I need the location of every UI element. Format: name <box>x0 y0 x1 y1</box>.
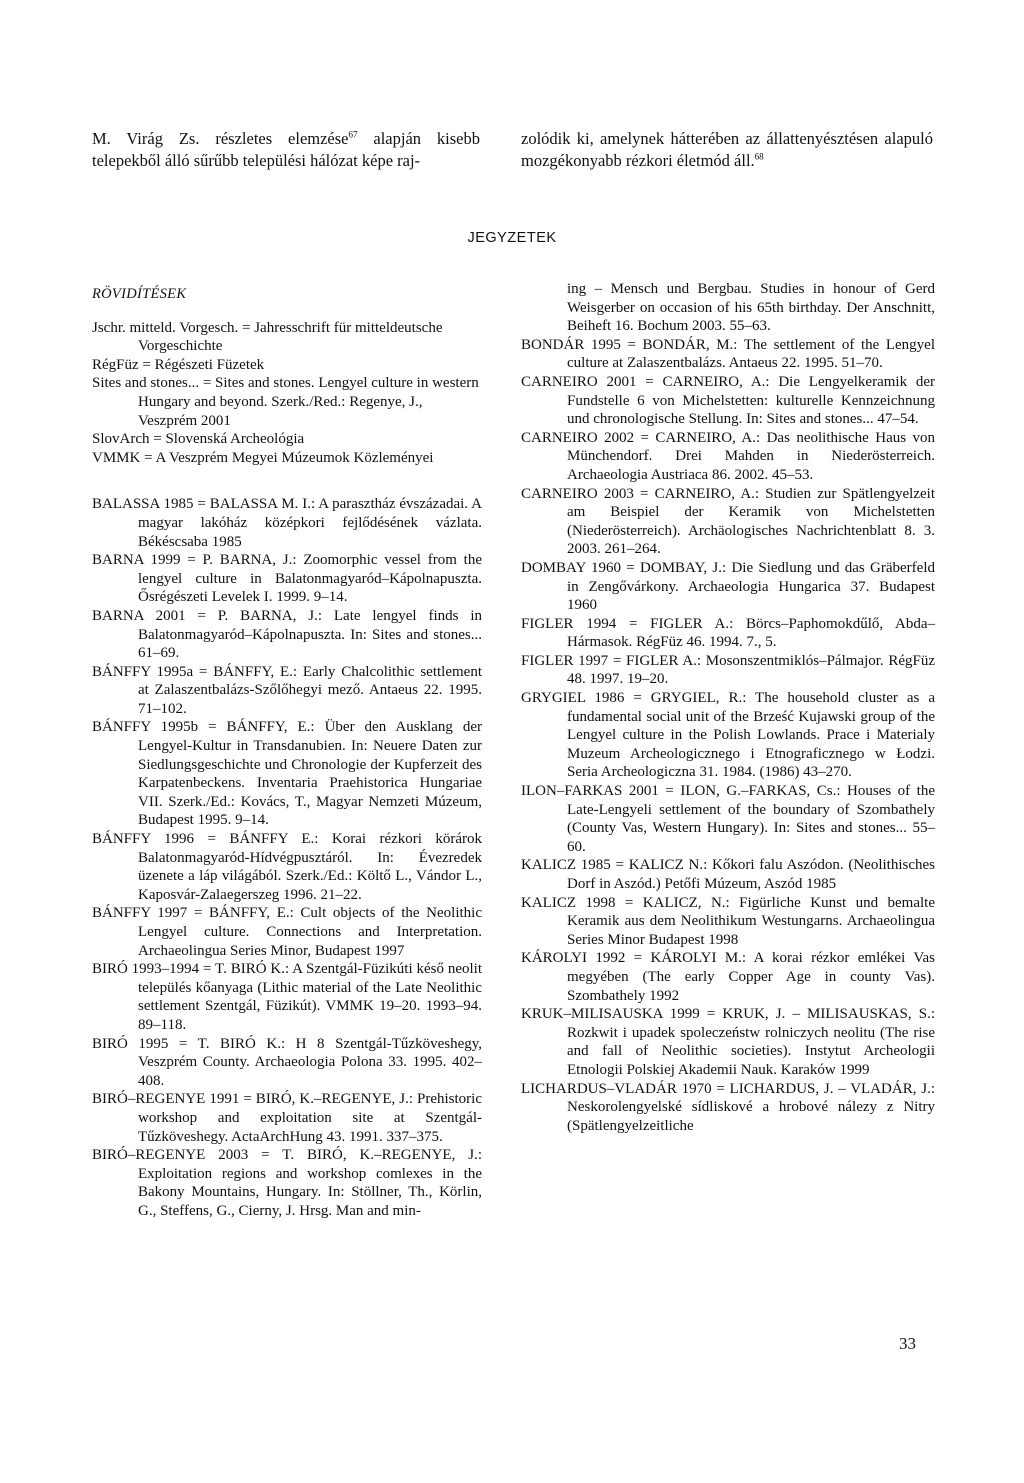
bibliography-entry: BIRÓ–REGENYE 2003 = T. BIRÓ, K.–REGENYE, J.: Exploitation regions and workshop comlexes in the Bakony Mountains, Hungary. In: Stöllner, Th., Körlin, G., Steffens, G., Cierny, J. Hrsg. Man and min- <box>92 1147 482 1219</box>
bibliography-entry: BARNA 2001 = P. BARNA, J.: Late lengyel finds in Balatonmagyaród–Kápolnapuszta. In: Sites and stones... 61–69. <box>92 607 482 662</box>
bibliography-entry: DOMBAY 1960 = DOMBAY, J.: Die Siedlung und das Gräberfeld in Zengővárkony. Archaeologia Hungarica 37. Budapest 1960 <box>521 559 935 614</box>
bibliography-entry: FIGLER 1997 = FIGLER A.: Mosonszentmiklós–Pálmajor. RégFüz 48. 1997. 19–20. <box>521 652 935 688</box>
bibliography-entry: KALICZ 1998 = KALICZ, N.: Figürliche Kunst und bemalte Keramik aus dem Neolithikum Westungarns. Archaeolingua Series Minor Budapest 1998 <box>521 894 935 948</box>
abbreviation-item: VMMK = A Veszprém Megyei Múzeumok Közleményei <box>92 449 434 466</box>
bibliography-entry: BIRÓ 1993–1994 = T. BIRÓ K.: A Szentgál-Füzikúti késő neolit település kőanyaga (Lithic material of the Late Neolithic settlement Szentgál, Füzikút). VMMK 19–20. 1993–94. 89–118. <box>92 961 482 1033</box>
abbreviation-item: Sites and stones... = Sites and stones. Lengyel culture in western Hungary and beyond. Szerk./Red.: Regenye, J., Veszprém 2001 <box>92 375 479 429</box>
bibliography-entry: LICHARDUS–VLADÁR 1970 = LICHARDUS, J. – VLADÁR, J.: Neskorolengyelské sídliskové a hrobové nálezy z Nitry (Spätlengyelzeitliche <box>521 1080 935 1134</box>
bibliography-entry: KALICZ 1985 = KALICZ N.: Kőkori falu Aszódon. (Neolithisches Dorf in Aszód.) Petőfi Múzeum, Aszód 1985 <box>521 857 935 892</box>
bibliography-entry: FIGLER 1994 = FIGLER A.: Börcs–Paphomokdűlő, Abda–Hármasok. RégFüz 46. 1994. 7., 5. <box>521 615 935 651</box>
abbreviation-item: RégFüz = Régészeti Füzetek <box>92 356 265 373</box>
bibliography-entry: BONDÁR 1995 = BONDÁR, M.: The settlement of the Lengyel culture at Zalaszentbalázs. Antaeus 22. 1995. 51–70. <box>521 336 935 372</box>
intro-left-text: M. Virág Zs. részletes elemzése <box>92 129 349 148</box>
footnote-ref-67: 67 <box>348 129 358 140</box>
bibliography-entry-continuation: ing – Mensch und Bergbau. Studies in honour of Gerd Weisgerber on occasion of his 65th birthday. Der Anschnitt, Beiheft 16. Bochum 2003. 55–63. <box>567 281 935 335</box>
bibliography-left <box>92 495 482 1220</box>
footnote-ref-68: 68 <box>754 151 764 162</box>
abbreviation-item: SlovArch = Slovenská Archeológia <box>92 431 305 448</box>
bibliography-entry: BÁNFFY 1995a = BÁNFFY, E.: Early Chalcolithic settlement at Zalaszentbalázs-Szőlőhegyi mező. Antaeus 22. 1995. 71–102. <box>92 663 482 717</box>
bibliography-entry: CARNEIRO 2003 = CARNEIRO, A.: Studien zur Spätlengyelzeit am Beispiel der Keramik von Michelstetten (Niederösterreich). Archäologisches Nachrichtenblatt 8. 3. 2003. 261–264. <box>521 485 935 558</box>
right-column <box>521 280 935 1135</box>
abbreviation-item: Jschr. mitteld. Vorgesch. = Jahresschrift für mitteldeutsche Vorgeschichte <box>92 319 443 355</box>
bibliography-entry: CARNEIRO 2002 = CARNEIRO, A.: Das neolithische Haus von Münchendorf. Drei Mahden in Niederösterreich. Archaeologia Austriaca 86. 2002. 45–53. <box>521 429 935 483</box>
intro-left-paragraph <box>92 128 480 172</box>
bibliography-entry: CARNEIRO 2001 = CARNEIRO, A.: Die Lengyelkeramik der Fundstelle 6 von Michelstetten: kulturelle Kennzeichnung und chronologische Stellung. In: Sites and stones... 47–54. <box>521 373 935 428</box>
left-column <box>92 280 482 1221</box>
intro-left-text-rest: alapján kisebb telepekből álló sűrűbb települési hálózat képe raj- <box>92 129 480 170</box>
bibliography-entry: BÁNFFY 1995b = BÁNFFY, E.: Über den Ausklang der Lengyel-Kultur in Transdanubien. In: Neuere Daten zur Siedlungsgeschichte und Chronologie der Kupferzeit des Karpatenbeckens. Inventaria Praehistorica Hungariae VII. Szerk./Ed.: Kovács, T., Magyar Nemzeti Múzeum, Budapest 1995. 9–14. <box>92 719 482 829</box>
bibliography-entry: BARNA 1999 = P. BARNA, J.: Zoomorphic vessel from the lengyel culture in Balatonmagyaród–Kápolnapuszta. Ősrégészeti Levelek I. 1999. 9–14. <box>92 552 482 606</box>
bibliography-entry: GRYGIEL 1986 = GRYGIEL, R.: The household cluster as a fundamental social unit of the Brześć Kujawski group of the Lengyel culture in the Polish Lowlands. Prace i Materialy Muzeum Archeologicznego i Etnograficznego w Łodzi. Seria Archeologiczna 31. 1984. (1986) 43–270. <box>521 690 935 781</box>
page-number: 33 <box>899 1334 916 1353</box>
bibliography-entry: BALASSA 1985 = BALASSA M. I.: A parasztház évszázadai. A magyar lakóház középkori fejlődésének vázlata. Békéscsaba 1985 <box>92 496 482 550</box>
bibliography-right <box>521 336 935 1136</box>
bibliography-entry: BIRÓ 1995 = T. BIRÓ K.: H 8 Szentgál-Tűzköveshegy, Veszprém County. Archaeologia Polona 33. 1995. 402–408. <box>92 1035 482 1089</box>
abbreviations-heading: RÖVIDÍTÉSEK <box>92 286 187 302</box>
notes-heading: JEGYZETEK <box>467 230 557 246</box>
bibliography-entry: BÁNFFY 1996 = BÁNFFY E.: Korai rézkori körárok Balatonmagyaród-Hídvégpusztáról. In: Évezredek üzenete a láp világából. Szerk./Ed.: Költő L., Vándor L., Kaposvár-Zalaegerszeg 1996. 21–22. <box>92 831 482 903</box>
bibliography-entry: ILON–FARKAS 2001 = ILON, G.–FARKAS, Cs.: Houses of the Late-Lengyeli settlement of the boundary of Szombathely (County Vas, Western Hungary). In: Sites and stones... 55–60. <box>521 783 935 855</box>
bibliography-entry: BÁNFFY 1997 = BÁNFFY, E.: Cult objects of the Neolithic Lengyel culture. Connections and Interpretation. Archaeolingua Series Minor, Budapest 1997 <box>92 905 482 959</box>
intro-right-paragraph <box>521 128 933 172</box>
bibliography-entry: KRUK–MILISAUSKA 1999 = KRUK, J. – MILISAUSKAS, S.: Rozkwit i upadek spoleczeństw rolniczych neolitu (The rise and fall of Neolithic societies). Instytut Archeologii Etnologii Polskiej Akademii Nauk. Karaków 1999 <box>521 1006 935 1078</box>
bibliography-entry: BIRÓ–REGENYE 1991 = BIRÓ, K.–REGENYE, J.: Prehistoric workshop and exploitation site at Szentgál-Tűzköveshegy. ActaArchHung 43. 1991. 337–375. <box>92 1091 482 1145</box>
abbreviations-list <box>92 319 482 468</box>
bibliography-entry: KÁROLYI 1992 = KÁROLYI M.: A korai rézkor emlékei Vas megyében (The early Copper Age in county Vas). Szombathely 1992 <box>521 950 935 1004</box>
intro-right-text: zolódik ki, amelynek hátterében az állattenyésztésen alapuló mozgékonyabb rézkori életmód áll. <box>521 129 933 170</box>
